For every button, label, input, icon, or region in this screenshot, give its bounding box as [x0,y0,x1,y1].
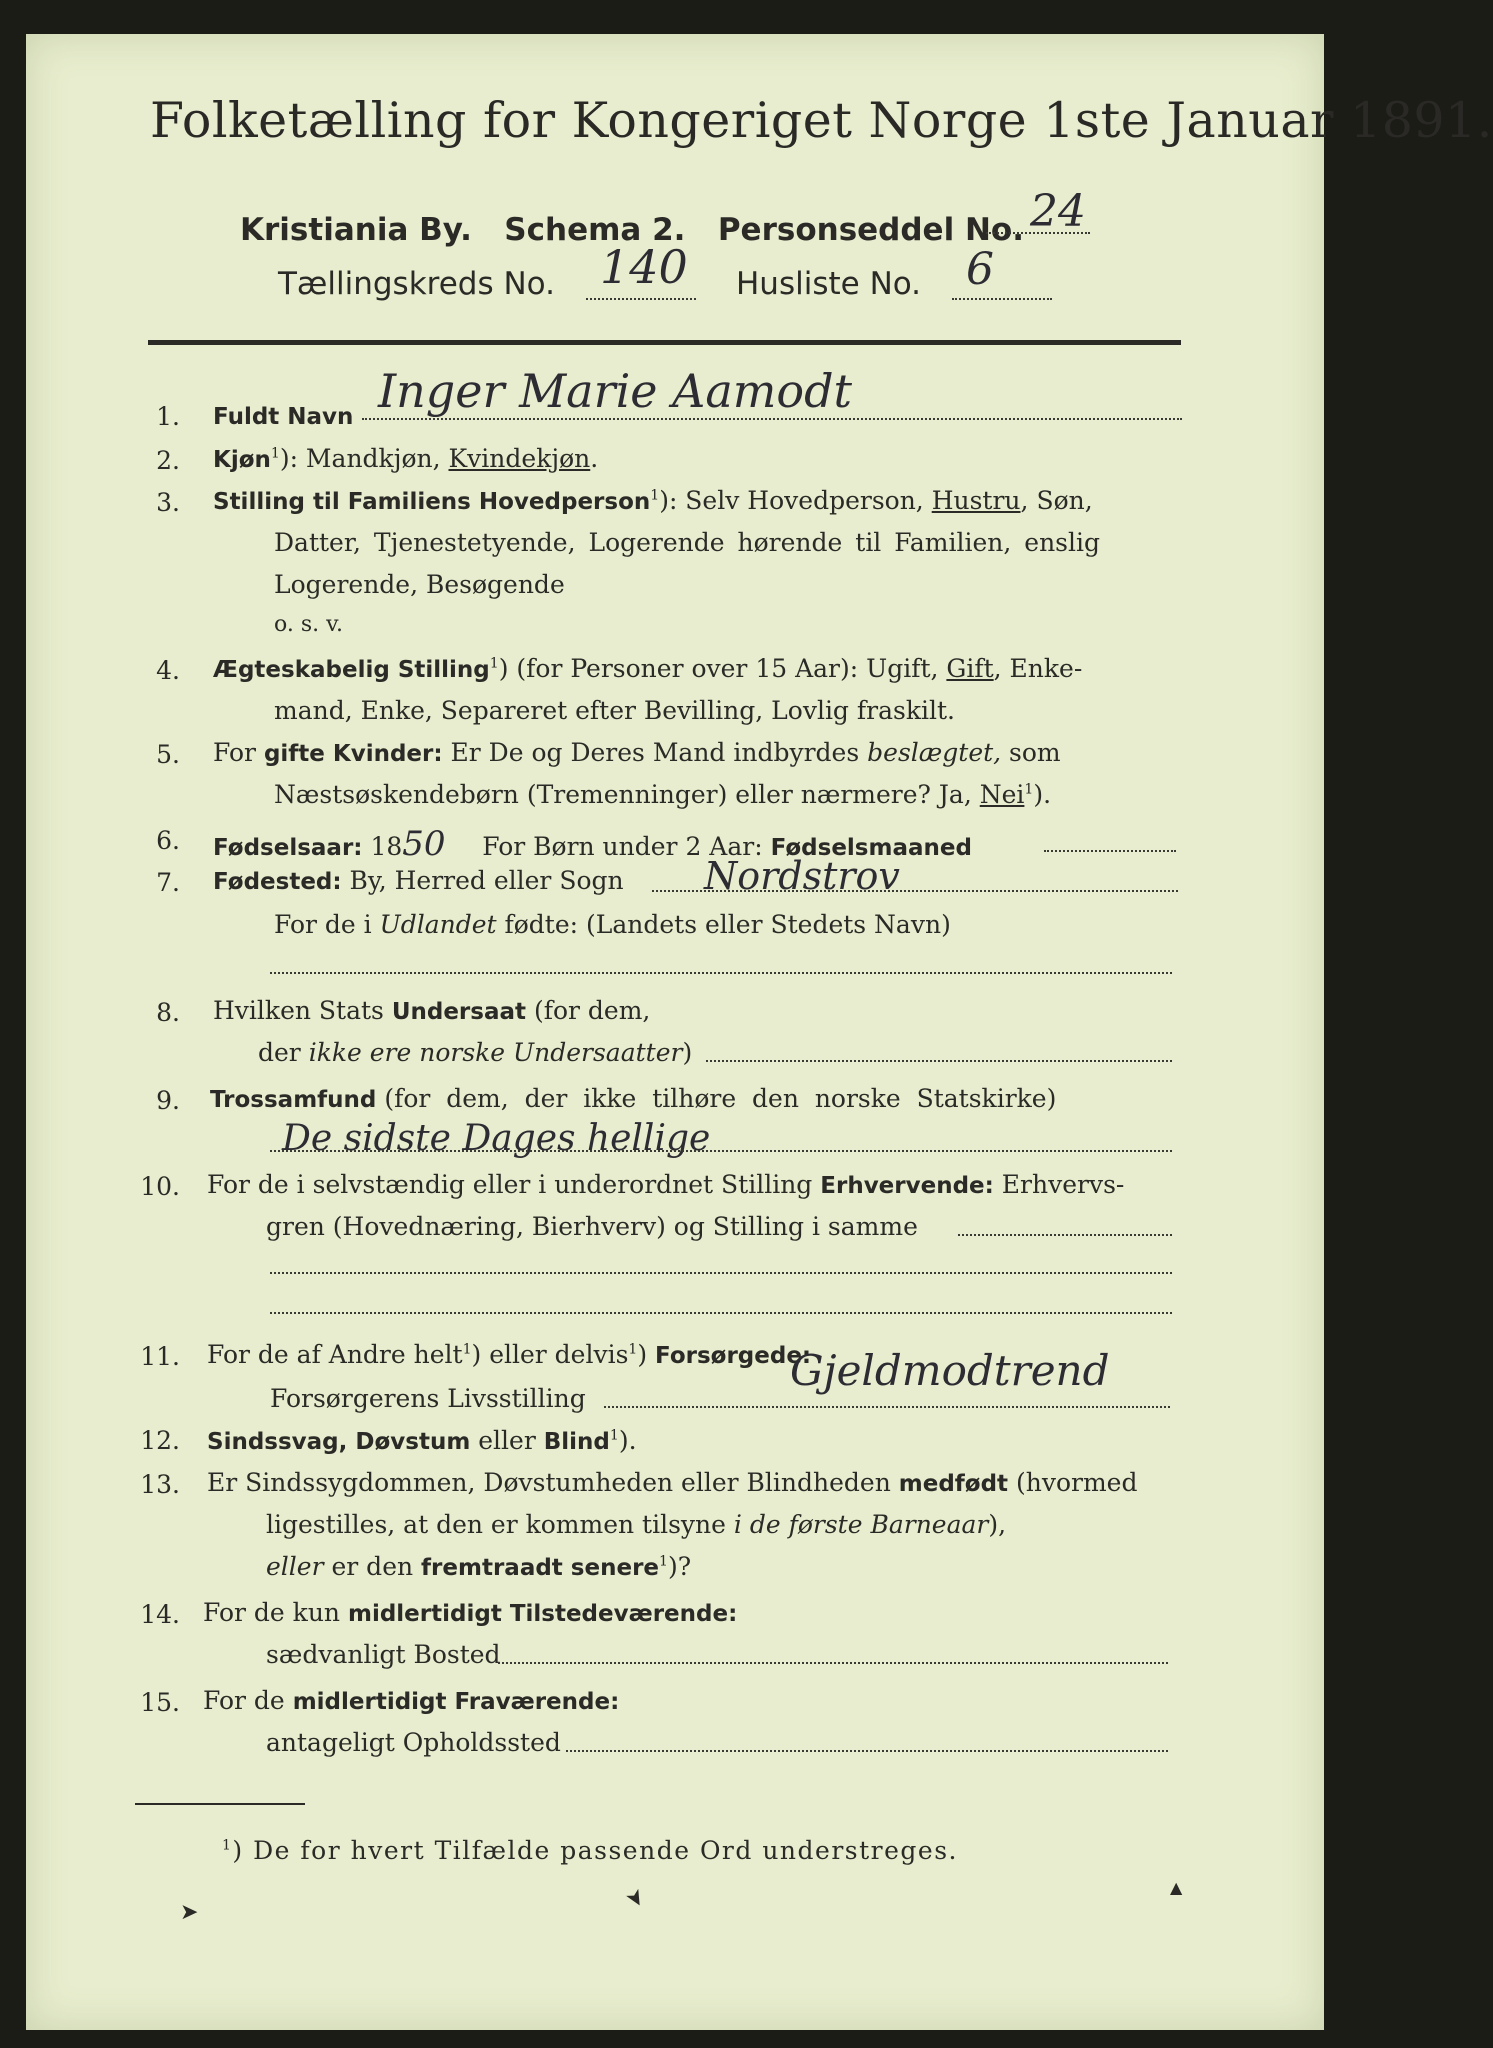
q8-dotted-line [706,1060,1172,1062]
q11-dotted-line [604,1406,1170,1408]
q13-line3: eller er den fremtraadt senere$^1$)? [266,1552,692,1581]
q5-line1: For gifte Kvinder: Er De og Deres Mand indbyrdes beslægtet, som [213,738,1061,767]
q13-line1: Er Sindssygdommen, Døvstumheden eller Blindheden medfødt (hvormed [207,1468,1138,1497]
q11-line2: Forsørgerens Livsstilling [270,1384,586,1413]
ink-mark-right: ▲ [1170,1878,1183,1897]
q1-label: Fuldt Navn [213,404,354,430]
q14-number: 14. [140,1600,180,1629]
kjon-selected: Kvindekjøn [448,444,591,473]
q15-line1: For de midlertidigt Fraværende: [203,1686,620,1715]
form-title: Folketælling for Kongeriget Norge 1ste Januar 1891. [150,92,1493,149]
trossamfund-value: De sidste Dages hellige [282,1118,711,1159]
q10-dotted-line-1 [958,1234,1172,1236]
q12-line: Sindssvag, Døvstum eller Blind$^1$). [207,1426,637,1455]
q3-line3: Logerende, Besøgende [274,570,565,599]
footnote-rule [135,1803,305,1805]
q13-number: 13. [140,1470,180,1499]
full-name-value: Inger Marie Aamodt [378,364,853,418]
q9-line1: Trossamfund (for dem, der ikke tilhøre den norske Statskirke) [210,1084,1057,1113]
husliste-label: Husliste No. [736,266,922,302]
birth-year-value: 50 [402,824,446,864]
q7-number: 7. [156,868,180,897]
husliste-dotted-line [952,298,1052,300]
q4-line2: mand, Enke, Separeret efter Bevilling, Lovlig fraskilt. [274,696,955,725]
q14-dotted-line [498,1662,1168,1664]
q5-line2: Næstsøskendebørn (Tremenninger) eller nærmere? Ja, Nei$^1$). [274,780,1052,809]
q15-number: 15. [140,1688,180,1717]
personseddel-dotted-line [986,232,1090,234]
q7-line2: For de i Udlandet fødte: (Landets eller Stedets Navn) [274,910,951,939]
census-form-sheet [26,34,1324,2030]
q10-number: 10. [140,1172,180,1201]
header-rule [148,340,1181,345]
q5-number: 5. [156,740,180,769]
q15-line2: antageligt Opholdssted [266,1728,561,1757]
beslaegtet-selected: Nei [979,780,1025,809]
q14-line1: For de kun midlertidigt Tilstedeværende: [203,1598,738,1627]
egteskab-selected: Gift [946,654,994,683]
q3-line2: Datter, Tjenestetyende, Logerende hørende til Familien, enslig [274,528,1101,557]
q14-line2: sædvanligt Bosted [266,1640,501,1669]
stilling-selected: Hustru [931,486,1021,515]
q3-number: 3. [156,488,180,517]
q2-number: 2. [156,446,180,475]
q8-number: 8. [156,998,180,1027]
q11-line1: For de af Andre helt$^1$) eller delvis$^1$) Forsørgede: [207,1340,812,1369]
q6-number: 6. [156,826,180,855]
q7-abroad-dotted-line [270,972,1172,974]
q4-line1: Ægteskabelig Stilling$^1$) (for Personer over 15 Aar): Ugift, Gift, Enke- [213,654,1083,683]
q10-line1: For de i selvstændig eller i underordnet Stilling Erhvervende: Erhvervs- [207,1170,1125,1199]
q1-number: 1. [156,402,180,431]
q11-number: 11. [140,1342,180,1371]
taellingskreds-label: Tællingskreds No. [278,266,555,302]
personseddel-number: 24 [1030,186,1087,237]
q10-line2: gren (Hovednæring, Bierhverv) og Stilling i samme [266,1212,918,1241]
q8-line1: Hvilken Stats Undersaat (for dem, [213,996,651,1025]
q9-number: 9. [156,1086,180,1115]
q1-dotted-line [362,418,1182,420]
q7-line1: Fødested: By, Herred eller Sogn [213,866,624,895]
schema-line-text: Kristiania By. Schema 2. Personseddel No. [240,212,1025,248]
q2-line: Kjøn$^1$): Mandkjøn, Kvindekjøn. [213,444,599,473]
q6-line: Fødselsaar: 1850 For Børn under 2 Aar: Fødselsmaaned [213,824,972,864]
forsorger-value: Gjeldmodtrend [790,1346,1110,1395]
q4-number: 4. [156,656,180,685]
birthplace-value: Nordstrov [704,854,900,898]
q6-dotted-line [1044,850,1176,852]
q9-dotted-line [270,1150,1172,1152]
q10-dotted-line-2 [270,1272,1172,1274]
ink-mark-center: ➤ [619,1884,651,1913]
q3-line4: o. s. v. [274,612,343,637]
q13-line2: ligestilles, at den er kommen tilsyne i de første Barneaar), [266,1510,1007,1539]
q8-line2: der ikke ere norske Undersaatter) [258,1038,693,1067]
footnote: $^1$) De for hvert Tilfælde passende Ord understreges. [222,1836,958,1865]
q12-number: 12. [140,1426,180,1455]
q10-dotted-line-3 [270,1312,1172,1314]
husliste-number: 6 [966,244,994,295]
q3-line1: Stilling til Familiens Hovedperson$^1$): Selv Hovedperson, Hustru, Søn, [213,486,1093,515]
ink-mark-left: ➤ [180,1900,199,1925]
taellingskreds-dotted-line [586,298,696,300]
taellingskreds-number: 140 [600,240,688,294]
q15-dotted-line [566,1750,1168,1752]
